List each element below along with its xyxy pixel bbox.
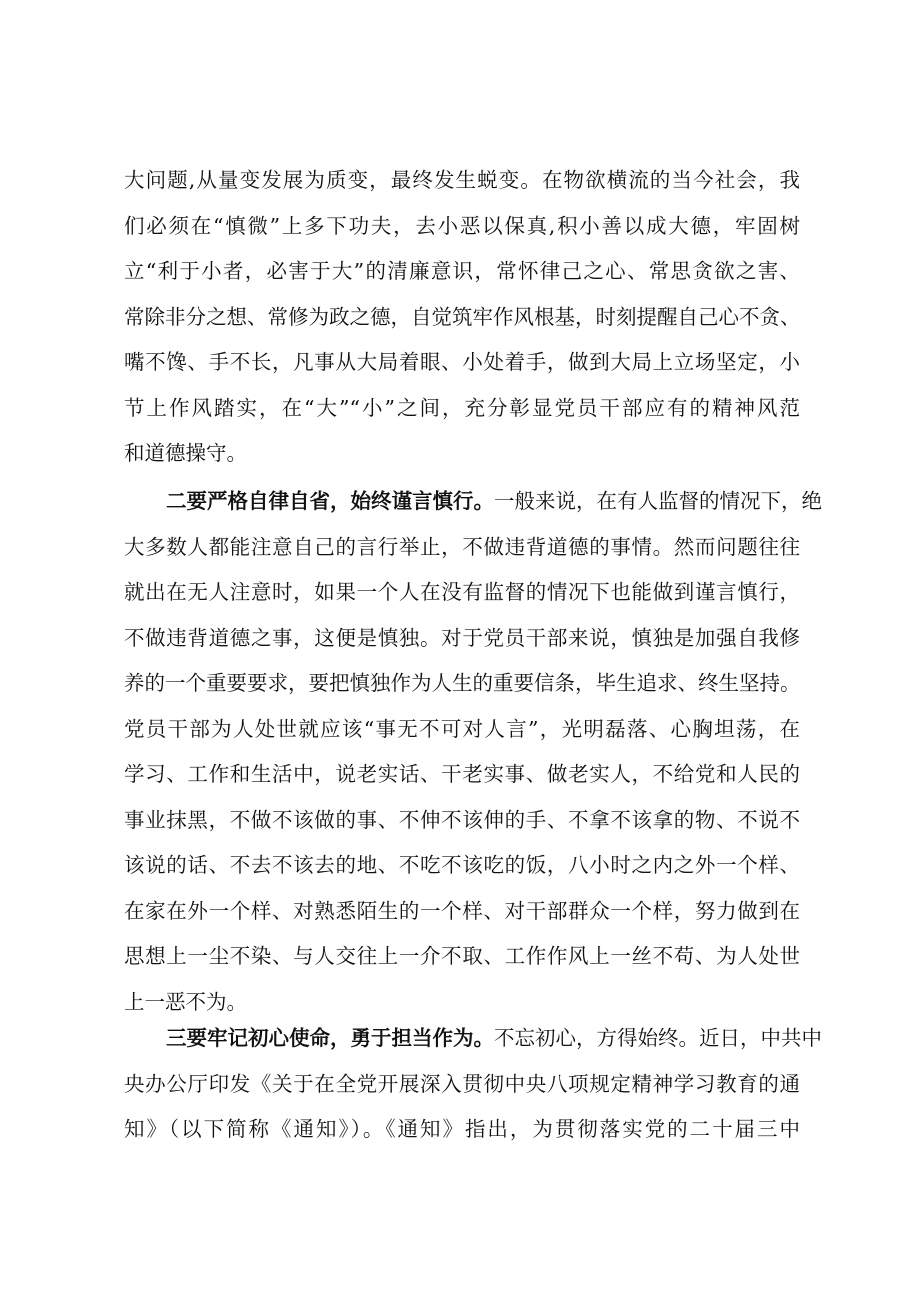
paragraph-3-first-line <box>124 1016 822 1062</box>
paragraph-2-line: 养的一个重要要求，要把慎独作为人生的重要信条，毕生追求、终生坚持。 <box>124 671 801 695</box>
paragraph-1-line: 立“利于小者，必害于大”的清廉意识，常怀律己之心、常思贪欲之害、 <box>124 259 800 283</box>
paragraph-2-line: 在家在外一个样、对熟悉陌生的一个样、对干部群众一个样，努力做到在 <box>124 898 800 923</box>
paragraph-2-line: 学习、工作和生活中，说老实话、干老实事、做老实人，不给党和人民的 <box>124 762 800 786</box>
paragraph-2 <box>124 479 822 1025</box>
paragraph-2-line: 上一恶不为。 <box>124 989 247 1014</box>
paragraph-2-line: 大多数人都能注意自己的言行举止，不做违背道德的事情。然而问题往往 <box>124 534 800 559</box>
paragraph-1-line: 们必须在“慎微”上多下功夫，去小恶以保真,积小善以成大德，牢固树 <box>124 213 800 238</box>
paragraph-3-line: 央办公厅印发《关于在全党开展深入贯彻中央八项规定精神学习教育的通 <box>124 1071 800 1096</box>
paragraph-1-line: 嘴不馋、手不长，凡事从大局着眼、小处着手，做到大局上立场坚定，小 <box>124 350 800 374</box>
paragraph-2-first-line-text: 一般来说，在有人监督的情况下，绝 <box>494 489 822 513</box>
paragraph-3-heading: 三要牢记初心使命，勇于担当作为。 <box>166 1026 494 1050</box>
paragraph-1-line: 常除非分之想、常修为政之德，自觉筑牢作风根基，时刻提醒自己心不贪、 <box>124 304 801 329</box>
paragraph-2-line: 就出在无人注意时，如果一个人在没有监督的情况下也能做到谨言慎行， <box>124 580 800 604</box>
paragraph-3-line: 知》（以下简称《通知》）。《通知》指出，为贯彻落实党的二十届三中 <box>124 1117 800 1141</box>
paragraph-3 <box>124 1016 822 1153</box>
paragraph-3-first-line-text: 不忘初心，方得始终。近日，中共中 <box>494 1026 822 1050</box>
paragraph-2-line: 事业抹黑，不做不该做的事、不伸不该伸的手、不拿不该拿的物、不说不 <box>124 807 800 832</box>
paragraph-2-line: 思想上一尘不染、与人交往上一介不取、工作作风上一丝不苟、为人处世 <box>124 944 800 968</box>
paragraph-1-line: 大问题,从量变发展为质变，最终发生蜕变。在物欲横流的当今社会，我 <box>124 168 800 192</box>
paragraph-2-line: 不做违背道德之事，这便是慎独。对于党员干部来说，慎独是加强自我修 <box>124 625 800 650</box>
paragraph-1 <box>124 158 800 477</box>
paragraph-1-line: 和道德操守。 <box>124 441 247 465</box>
paragraph-2-line: 党员干部为人处世就应该“事无不可对人言”，光明磊落、心胸坦荡，在 <box>124 716 800 741</box>
paragraph-1-line: 节上作风踏实，在“大”“小”之间，充分彰显党员干部应有的精神风范 <box>124 395 800 420</box>
paragraph-2-first-line <box>124 479 822 525</box>
paragraph-2-heading: 二要严格自律自省，始终谨言慎行。 <box>166 489 494 513</box>
paragraph-2-line: 该说的话、不去不该去的地、不吃不该吃的饭，八小时之内之外一个样、 <box>124 853 800 877</box>
